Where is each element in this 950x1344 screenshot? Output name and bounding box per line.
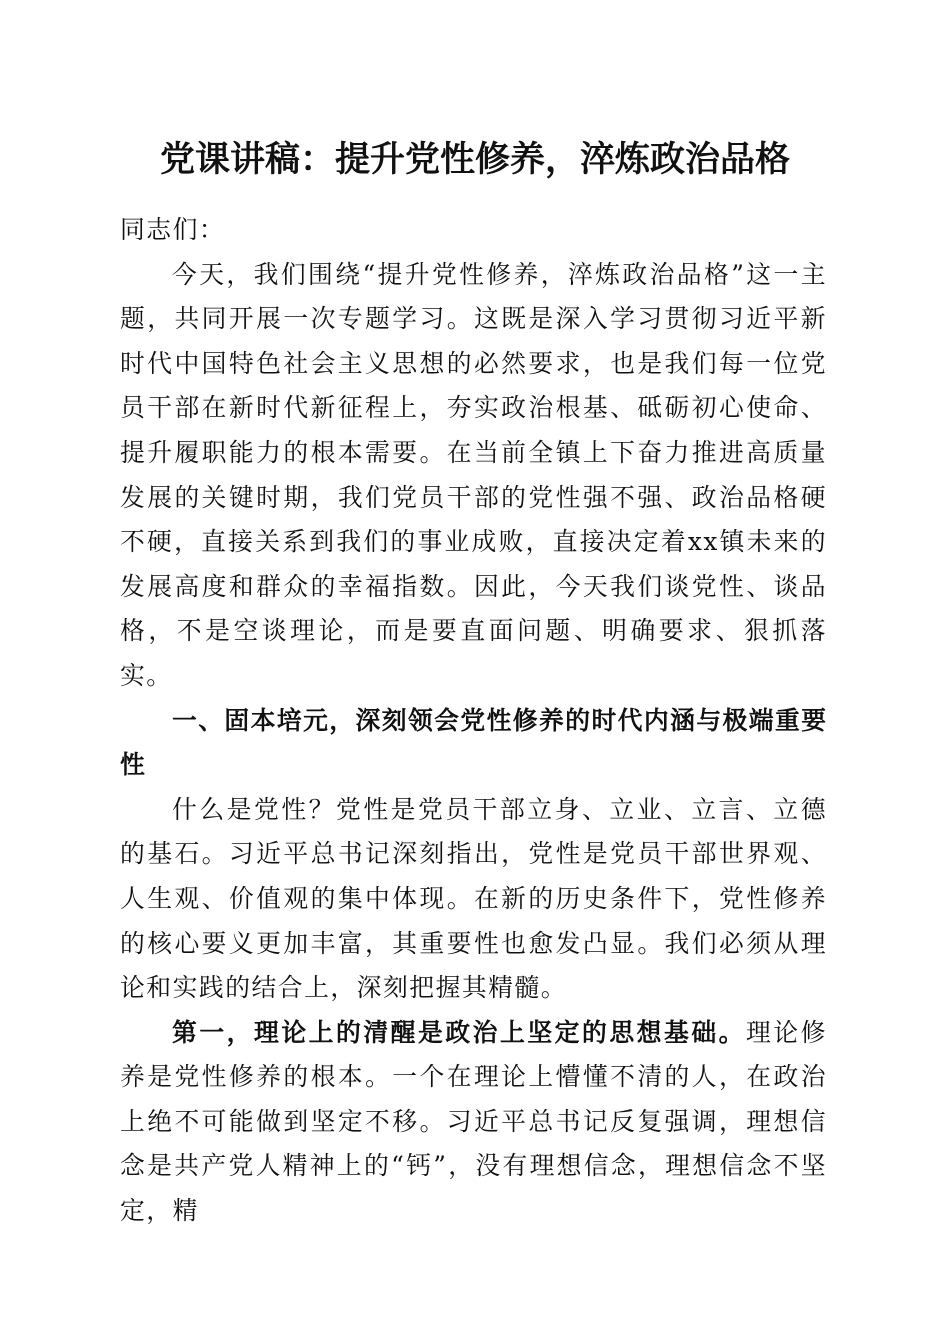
section-paragraph: 什么是党性？党性是党员干部立身、立业、立言、立德的基石。习近平总书记深刻指出，党性是党员干部世界观、人生观、价值观的集中体现。在新的历史条件下，党性修养的核心要义更加丰富，其重要性也愈发凸显。我们必须从理论和实践的结合上，深刻把握其精髓。: [120, 794, 827, 1003]
document-title: 党课讲稿：提升党性修养，淬炼政治品格: [159, 139, 790, 180]
section-heading: 一、固本培元，深刻领会党性修养的时代内涵与极端重要性: [120, 705, 827, 780]
salutation: 同志们：: [120, 215, 226, 244]
document-body: [120, 208, 827, 1234]
point-one-text: 理论修养是党性修养的根本。一个在理论上懵懂不清的人，在政治上绝不可能做到坚定不移。习近平总书记反复强调，理想信念是共产党人精神上的“钙”，没有理想信念，理想信念不坚定，精: [120, 1017, 827, 1226]
point-one-lead: 第一，理论上的清醒是政治上坚定的思想基础。: [172, 1017, 747, 1047]
intro-paragraph: 今天，我们围绕“提升党性修养，淬炼政治品格”这一主题，共同开展一次专题学习。这既是深入学习贯彻习近平新时代中国特色社会主义思想的必然要求，也是我们每一位党员干部在新时代新征程上，夯实政治根基、砥砺初心使命、提升履职能力的根本需要。在当前全镇上下奋力推进高质量发展的关键时期，我们党员干部的党性强不强、政治品格硬不硬，直接关系到我们的事业成败，直接决定着xx镇未来的发展高度和群众的幸福指数。因此，今天我们谈党性、谈品格，不是空谈理论，而是要直面问题、明确要求、狠抓落实。: [120, 259, 827, 690]
point-one-paragraph: [120, 1011, 827, 1234]
